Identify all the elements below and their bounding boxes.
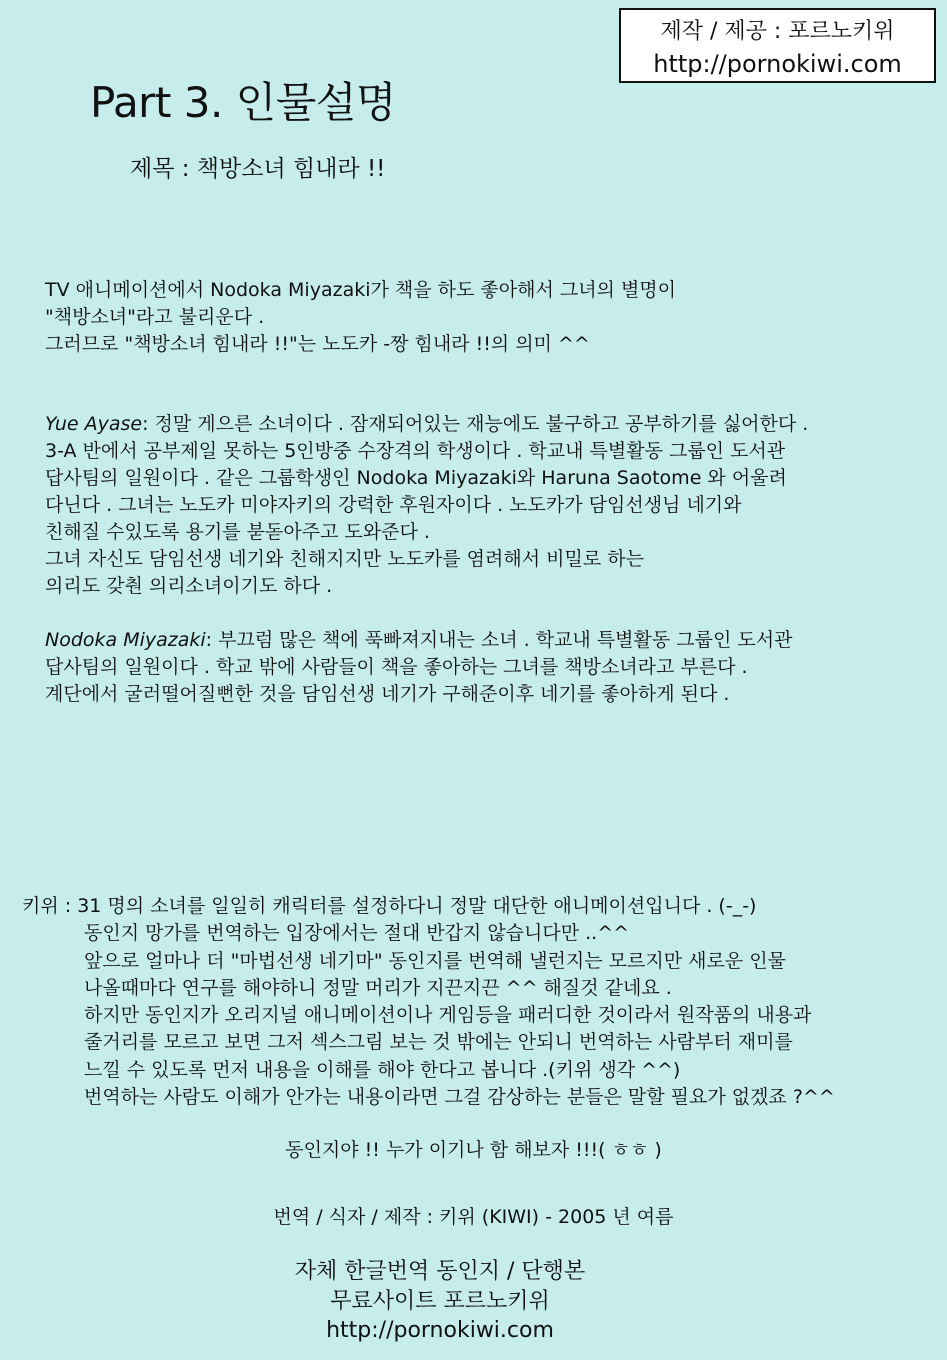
nodoka-first-line: [45, 627, 925, 654]
nodoka-line: 계단에서 굴러떨어질뻔한 것을 담임선생 네기가 구해준이후 네기를 좋아하게 된다 .: [45, 683, 730, 705]
yue-line: 다닌다 . 그녀는 노도카 미야자키의 강력한 후원자이다 . 노도카가 담임선생님 네기와: [45, 494, 742, 516]
subtitle: 제목 : 책방소녀 힘내라 !!: [130, 156, 386, 182]
intro-line: 그러므로 "책방소녀 힘내라 !!"는 노도카 -짱 힘내라 !!의 의미 ^^: [45, 333, 590, 355]
yue-line: 친해질 수있도록 용기를 붇돋아주고 도와준다 .: [45, 521, 430, 543]
kiwi-note-line: 번역하는 사람도 이해가 안가는 내용이라면 그걸 감상하는 분들은 말할 필요가 없겠죠 ?^^: [84, 1086, 835, 1109]
yue-first-line: [45, 411, 925, 438]
yue-paragraph: [45, 411, 925, 600]
footer-url[interactable]: http://pornokiwi.com: [326, 1318, 554, 1343]
kiwi-note-line: 앞으로 얼마나 더 "마법선생 네기마" 동인지를 번역해 낼런지는 모르지만 새로운 인물: [84, 949, 786, 972]
kiwi-note-line: 나올때마다 연구를 해야하니 정말 머리가 지끈지끈 ^^ 해질것 같네요 .: [84, 976, 672, 999]
intro-line: TV 애니메이션에서 Nodoka Miyazaki가 책을 하도 좋아해서 그녀의 별명이: [45, 279, 677, 301]
footer-line: 무료사이트 포르노키위: [330, 1289, 550, 1314]
closing-line: 동인지야 !! 누가 이기나 함 해보자 !!!( ㅎㅎ ): [285, 1139, 662, 1161]
nodoka-description: : 부끄럼 많은 책에 푹빠져지내는 소녀 . 학교내 특별활동 그룹인 도서관: [205, 629, 793, 651]
yue-line: 그녀 자신도 담임선생 네기와 친해지지만 노도카를 염려해서 비밀로 하는: [45, 548, 644, 570]
character-name-yue: Yue Ayase: [45, 413, 143, 435]
nodoka-paragraph: [45, 627, 925, 708]
credit-url: http://pornokiwi.com: [653, 50, 902, 78]
footer-line: 자체 한글번역 동인지 / 단행본: [294, 1259, 586, 1284]
kiwi-note-line: 동인지 망가를 번역하는 입장에서는 절대 반갑지 않습니다만 ..^^: [84, 922, 630, 945]
nodoka-line: 답사팀의 일원이다 . 학교 밖에 사람들이 책을 좋아하는 그녀를 책방소녀라고 부른다 .: [45, 656, 748, 678]
page-title: Part 3. 인물설명: [90, 78, 396, 127]
kiwi-note-line: 느낄 수 있도록 먼저 내용을 이해를 해야 한다고 봅니다 .(키위 생각 ^^): [84, 1058, 681, 1081]
intro-paragraph: [45, 277, 925, 358]
yue-description: : 정말 게으른 소녀이다 . 잠재되어있는 재능에도 불구하고 공부하기를 싫어한다 .: [142, 413, 809, 435]
kiwi-note-line: 하지만 동인지가 오리지널 애니메이션이나 게임등을 패러디한 것이라서 원작품의 내용과: [84, 1004, 812, 1027]
yue-line: 답사팀의 일원이다 . 같은 그룹학생인 Nodoka Miyazaki와 Haruna Saotome 와 어울려: [45, 467, 787, 489]
yue-line: 3-A 반에서 공부제일 못하는 5인방중 수장격의 학생이다 . 학교내 특별활동 그룹인 도서관: [45, 440, 786, 462]
credit-box: [619, 8, 936, 83]
credit-label: 제작 / 제공 : 포르노키위: [660, 19, 895, 44]
translation-credit: 번역 / 식자 / 제작 : 키위 (KIWI) - 2005 년 여름: [273, 1206, 674, 1228]
intro-line: "책방소녀"라고 불리운다 .: [45, 306, 265, 328]
kiwi-note-line: 키위 : 31 명의 소녀를 일일히 캐릭터를 설정하다니 정말 대단한 애니메이션입니다 . (-_-): [22, 895, 757, 917]
kiwi-note: [22, 893, 927, 1111]
kiwi-note-line: 줄거리를 모르고 보면 그저 섹스그림 보는 것 밖에는 안되니 번역하는 사람부터 재미를: [84, 1031, 793, 1054]
yue-line: 의리도 갖춴 의리소녀이기도 하다 .: [45, 575, 333, 597]
character-name-nodoka: Nodoka Miyazaki: [45, 629, 206, 651]
